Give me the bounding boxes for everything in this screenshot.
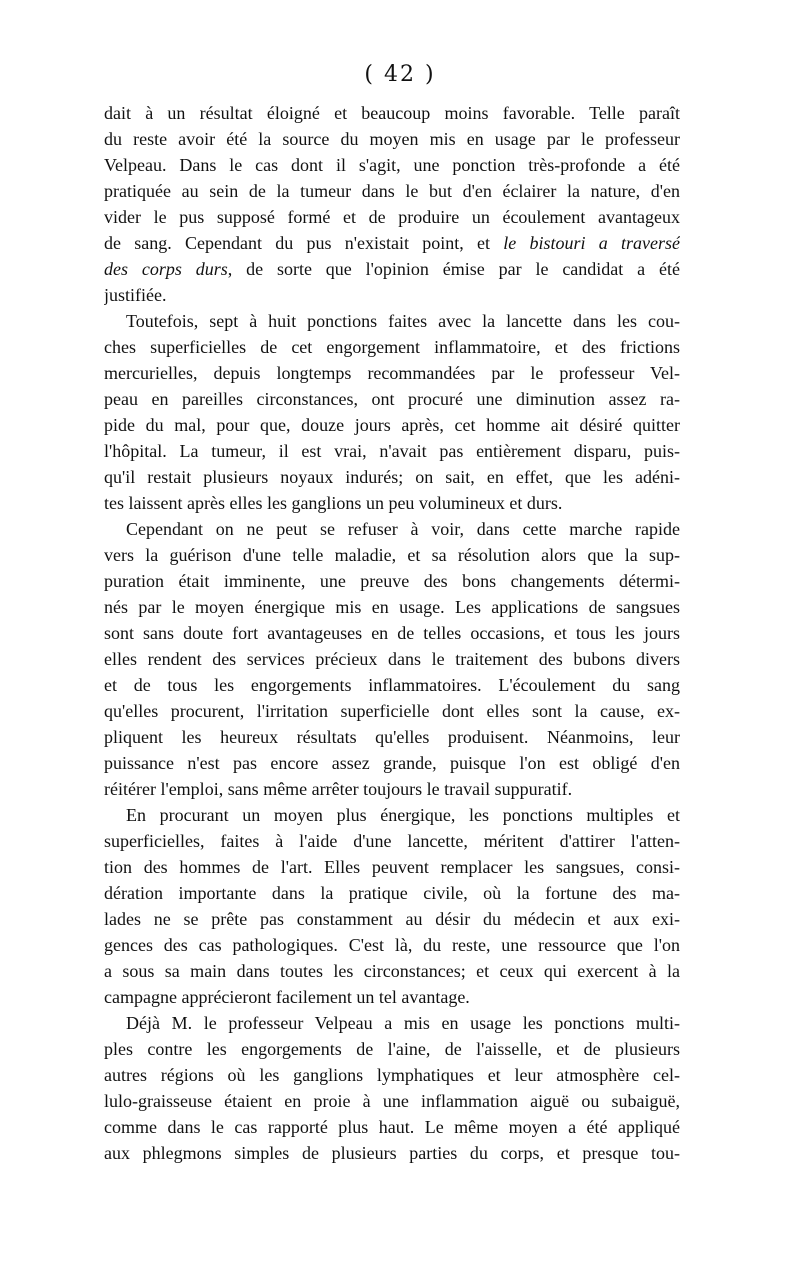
text-line: pratiquée au sein de la tumeur dans le but d'en éclairer la nature, d'en xyxy=(104,181,680,201)
text-line: En procurant un moyen plus énergique, les ponctions multiples et xyxy=(126,805,680,825)
text-line: elles rendent des services précieux dans le traitement des bubons divers xyxy=(104,649,680,669)
italic-phrase: des corps durs xyxy=(104,259,228,279)
text-line: Cependant on ne peut se refuser à voir, dans cette marche rapide xyxy=(126,519,680,539)
text-line: dération importante dans la pratique civile, où la fortune des ma- xyxy=(104,883,680,903)
page-number: ( 42 ) xyxy=(364,62,436,87)
text-line: justifiée. xyxy=(104,285,167,305)
paragraph-3 xyxy=(104,516,680,802)
text-segment: , de sorte que l'opinion émise par le candidat a été xyxy=(227,259,680,279)
body-text xyxy=(104,100,680,1166)
text-segment: de sang. Cependant du pus n'existait point, et xyxy=(104,233,504,253)
text-line: lades ne se prête pas constamment au désir du médecin et aux exi- xyxy=(104,909,680,929)
text-line: comme dans le cas rapporté plus haut. Le même moyen a été appliqué xyxy=(104,1117,680,1137)
text-line: et de tous les engorgements inflammatoires. L'écoulement du sang xyxy=(104,675,680,695)
text-line: campagne apprécieront facilement un tel avantage. xyxy=(104,987,470,1007)
text-line: ches superficielles de cet engorgement inflammatoire, et des frictions xyxy=(104,337,680,357)
text-line: lulo-graisseuse étaient en proie à une inflammation aiguë ou subaiguë, xyxy=(104,1091,680,1111)
text-line: tes laissent après elles les ganglions un peu volumineux et durs. xyxy=(104,493,563,513)
text-line: vers la guérison d'une telle maladie, et sa résolution alors que la sup- xyxy=(104,545,680,565)
text-line: autres régions où les ganglions lymphatiques et leur atmosphère cel- xyxy=(104,1065,680,1085)
text-line: peau en pareilles circonstances, ont procuré une diminution assez ra- xyxy=(104,389,680,409)
text-line: aux phlegmons simples de plusieurs parties du corps, et presque tou- xyxy=(104,1143,680,1163)
text-line: tion des hommes de l'art. Elles peuvent remplacer les sangsues, consi- xyxy=(104,857,680,877)
text-line: ples contre les engorgements de l'aine, de l'aisselle, et de plusieurs xyxy=(104,1039,680,1059)
text-line: superficielles, faites à l'aide d'une lancette, méritent d'attirer l'atten- xyxy=(104,831,680,851)
paragraph-1 xyxy=(104,100,680,308)
text-line: gences des cas pathologiques. C'est là, du reste, une ressource que l'on xyxy=(104,935,680,955)
text-line: qu'elles procurent, l'irritation superficielle dont elles sont la cause, ex- xyxy=(104,701,680,721)
text-line: pliquent les heureux résultats qu'elles produisent. Néanmoins, leur xyxy=(104,727,680,747)
text-line: a sous sa main dans toutes les circonstances; et ceux qui exercent à la xyxy=(104,961,680,981)
text-line: vider le pus supposé formé et de produire un écoulement avantageux xyxy=(104,207,680,227)
paragraph-2 xyxy=(104,308,680,516)
text-line: pide du mal, pour que, douze jours après, cet homme ait désiré quitter xyxy=(104,415,680,435)
text-line: nés par le moyen énergique mis en usage. Les applications de sangsues xyxy=(104,597,680,617)
text-line: l'hôpital. La tumeur, il est vrai, n'avait pas entièrement disparu, puis- xyxy=(104,441,680,461)
text-line-with-italic xyxy=(104,256,680,282)
paragraph-5 xyxy=(104,1010,680,1166)
text-line-with-italic xyxy=(104,230,680,256)
italic-phrase: le bistouri a traversé xyxy=(503,233,680,253)
text-line: Toutefois, sept à huit ponctions faites avec la lancette dans les cou- xyxy=(126,311,680,331)
text-line: puration était imminente, une preuve des bons changements détermi- xyxy=(104,571,680,591)
text-line: réitérer l'emploi, sans même arrêter toujours le travail suppuratif. xyxy=(104,779,573,799)
paragraph-4 xyxy=(104,802,680,1010)
text-line: puissance n'est pas encore assez grande, puisque l'on est obligé d'en xyxy=(104,753,680,773)
text-line: mercurielles, depuis longtemps recommandées par le professeur Vel- xyxy=(104,363,680,383)
text-line: du reste avoir été la source du moyen mis en usage par le professeur xyxy=(104,129,680,149)
text-line: sont sans doute fort avantageuses en de telles occasions, et tous les jours xyxy=(104,623,680,643)
text-line: qu'il restait plusieurs noyaux indurés; on sait, en effet, que les adéni- xyxy=(104,467,680,487)
text-line: dait à un résultat éloigné et beaucoup moins favorable. Telle paraît xyxy=(104,103,680,123)
text-line: Velpeau. Dans le cas dont il s'agit, une ponction très-profonde a été xyxy=(104,155,680,175)
text-line: Déjà M. le professeur Velpeau a mis en usage les ponctions multi- xyxy=(126,1013,680,1033)
